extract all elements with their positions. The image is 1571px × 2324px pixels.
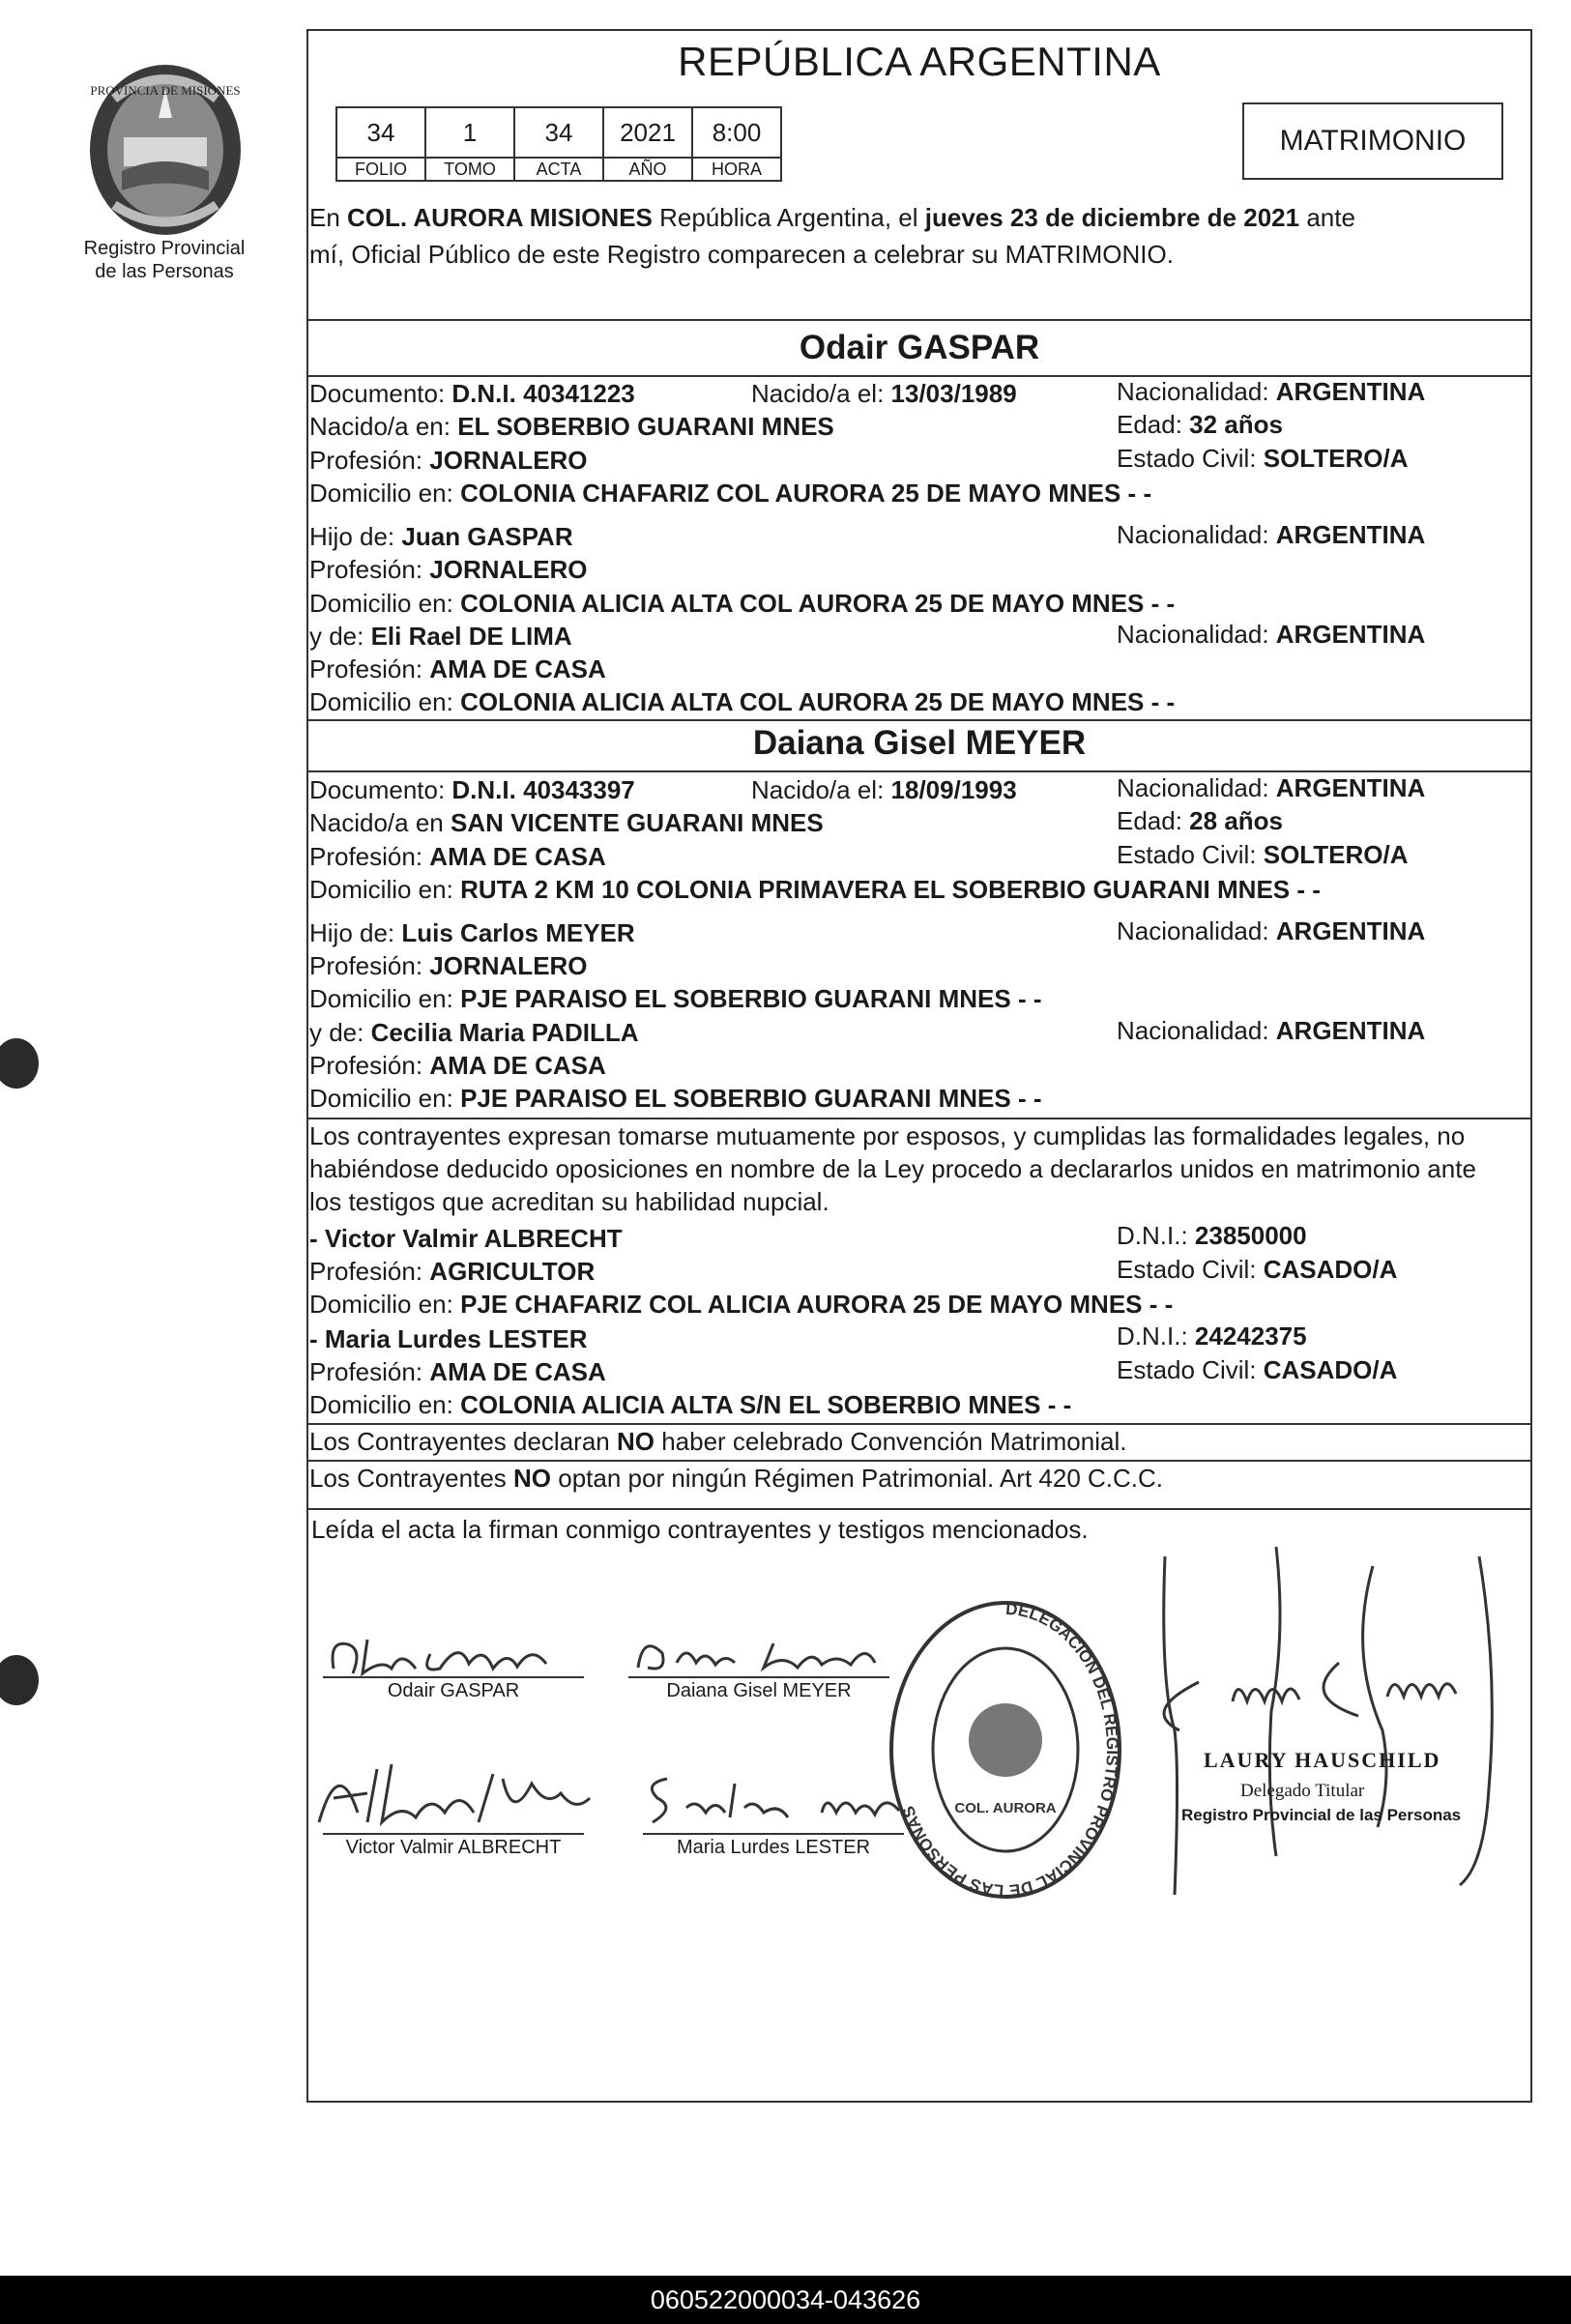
bride-civil-status <box>1117 838 1408 872</box>
bride-nationality-value: ARGENTINA <box>1275 773 1426 802</box>
field-label: Edad: <box>1117 806 1190 835</box>
groom-mother-addr-value: COLONIA ALICIA ALTA COL AURORA 25 DE MAYO MNES - - <box>460 687 1176 716</box>
witness2-civil-status <box>1117 1353 1397 1387</box>
groom-dni: D.N.I. 40341223 <box>451 379 635 408</box>
act-type-box: MATRIMONIO <box>1242 102 1503 180</box>
groom-mother-profession <box>309 653 606 686</box>
witness1-addr-value: PJE CHAFARIZ COL ALICIA AURORA 25 DE MAYO MNES - - <box>460 1290 1174 1319</box>
divider <box>306 719 1532 721</box>
declaration-line3: los testigos que acreditan su habilidad nupcial. <box>309 1187 829 1216</box>
bride-document <box>309 773 635 807</box>
witness1-prof-value: AGRICULTOR <box>429 1257 596 1286</box>
bride-father-value: Luis Carlos MEYER <box>401 918 635 947</box>
field-label: Nacionalidad: <box>1117 620 1276 649</box>
field-label: D.N.I.: <box>1117 1221 1195 1250</box>
groom-nationality <box>1117 375 1425 409</box>
field-label: Documento: <box>309 775 452 804</box>
stamp-center-text: COL. AURORA <box>954 1800 1057 1816</box>
groom-father <box>309 520 573 554</box>
intro-text: República Argentina, el <box>652 203 925 232</box>
groom-birthplace <box>309 410 834 444</box>
field-label: Domicilio en: <box>309 984 461 1013</box>
bride-mother-addr-value: PJE PARAISO EL SOBERBIO GUARANI MNES - - <box>460 1084 1042 1113</box>
witness1-dni-value: 23850000 <box>1194 1221 1307 1250</box>
witness2-dni-value: 24242375 <box>1194 1322 1307 1351</box>
bride-birthdate-value: 18/09/1993 <box>890 775 1017 804</box>
bride-mother-profession <box>309 1049 606 1083</box>
declaration-line1: Los contrayentes expresan tomarse mutuamente por esposos, y cumplidas las formalidades legales, no <box>309 1121 1466 1150</box>
bride-mother-prof-value: AMA DE CASA <box>429 1051 606 1080</box>
field-label: Nacionalidad: <box>1117 1016 1276 1045</box>
bride-age-value: 28 años <box>1189 806 1283 835</box>
barcode-strip: 060522000034-043626 <box>0 2276 1571 2324</box>
closing-statement: Leída el acta la firman conmigo contrayentes y testigos mencionados. <box>311 1515 1089 1544</box>
emblem-seal-text: PROVINCIA DE MISIONES <box>90 83 241 98</box>
intro-place: COL. AURORA MISIONES <box>347 203 653 232</box>
bride-father <box>309 916 635 950</box>
intro-line2: mí, Oficial Público de este Registro comparecen a celebrar su MATRIMONIO. <box>309 240 1174 269</box>
groom-mother-address <box>309 685 1175 719</box>
field-label: Hijo de: <box>309 522 402 551</box>
field-label: Edad: <box>1117 410 1190 439</box>
witness1-profession <box>309 1255 595 1289</box>
bride-dni: D.N.I. 40343397 <box>451 775 635 804</box>
groom-father-address <box>309 587 1175 621</box>
groom-mother-value: Eli Rael DE LIMA <box>370 622 572 651</box>
field-label: Estado Civil: <box>1117 1355 1264 1384</box>
punch-hole <box>0 1655 39 1705</box>
field-label: Domicilio en: <box>309 1084 461 1113</box>
field-label: Domicilio en: <box>309 479 461 508</box>
divider <box>306 1508 1532 1510</box>
groom-civil-status <box>1117 442 1408 476</box>
witness1-signature-name: Victor Valmir ALBRECHT <box>345 1837 562 1858</box>
witness1-civil-status <box>1117 1253 1397 1287</box>
witness1-signature-scrawl <box>309 1755 599 1832</box>
groom-father-addr-value: COLONIA ALICIA ALTA COL AURORA 25 DE MAYO MNES - - <box>460 589 1176 618</box>
field-label: y de: <box>309 1018 371 1047</box>
hour-label: HORA <box>692 158 781 181</box>
field-label: Profesión: <box>309 446 430 475</box>
bride-address <box>309 873 1321 907</box>
witness2-signature-name: Maria Lurdes LESTER <box>676 1837 871 1858</box>
field-label: Estado Civil: <box>1117 840 1264 869</box>
bride-mother <box>309 1016 639 1050</box>
witness1-dni <box>1117 1219 1307 1253</box>
convention-text: optan por ningún Régimen Patrimonial. Art 420 C.C.C. <box>551 1464 1164 1493</box>
groom-mother-prof-value: AMA DE CASA <box>429 654 606 683</box>
groom-mother-nat-value: ARGENTINA <box>1275 620 1426 649</box>
field-label: Nacionalidad: <box>1117 377 1276 406</box>
field-label: Nacido/a en <box>309 808 451 837</box>
registry-label <box>58 237 271 283</box>
field-label: Domicilio en: <box>309 589 461 618</box>
groom-age-value: 32 años <box>1189 410 1283 439</box>
witness2-address <box>309 1388 1071 1422</box>
bride-signature-name: Daiana Gisel MEYER <box>666 1680 852 1701</box>
groom-birthplace-value: EL SOBERBIO GUARANI MNES <box>457 412 834 441</box>
acta-value: 34 <box>514 107 603 158</box>
intro-date: jueves 23 de diciembre de 2021 <box>924 203 1300 232</box>
groom-address <box>309 477 1151 510</box>
field-label: Domicilio en: <box>309 1290 461 1319</box>
intro-text: En <box>309 203 348 232</box>
field-label: Domicilio en: <box>309 1390 461 1419</box>
field-label: Nacionalidad: <box>1117 916 1276 945</box>
field-label: Profesión: <box>309 555 430 584</box>
bride-signature-line <box>628 1676 889 1678</box>
bride-civil-value: SOLTERO/A <box>1263 840 1409 869</box>
witness1-civil-value: CASADO/A <box>1263 1255 1398 1284</box>
bride-signature-scrawl <box>628 1624 889 1682</box>
field-label: Nacido/a el: <box>751 775 891 804</box>
intro-text: ante <box>1299 203 1355 232</box>
folio-table <box>335 106 782 182</box>
field-label: Profesión: <box>309 1051 430 1080</box>
bride-heading: Daiana Gisel MEYER <box>752 724 1087 762</box>
bride-birthplace <box>309 806 824 840</box>
witness1-signature-line <box>323 1833 584 1835</box>
bride-profession <box>309 840 606 874</box>
divider <box>306 319 1532 321</box>
groom-mother-nationality <box>1117 618 1425 652</box>
bride-father-addr-value: PJE PARAISO EL SOBERBIO GUARANI MNES - - <box>460 984 1042 1013</box>
bride-mother-nat-value: ARGENTINA <box>1275 1016 1426 1045</box>
convention-line1 <box>309 1425 1126 1459</box>
province-emblem <box>75 60 255 240</box>
groom-signature-name: Odair GASPAR <box>387 1680 520 1701</box>
field-label: Profesión: <box>309 842 430 871</box>
bride-mother-address <box>309 1082 1042 1116</box>
field-label: Profesión: <box>309 951 430 980</box>
groom-signature-line <box>323 1676 584 1678</box>
officer-name: LAURY HAUSCHILD <box>1204 1748 1441 1772</box>
tomo-label: TOMO <box>425 158 514 181</box>
bride-birthplace-value: SAN VICENTE GUARANI MNES <box>450 808 824 837</box>
field-label: Hijo de: <box>309 918 402 947</box>
field-label: Nacionalidad: <box>1117 773 1276 802</box>
field-label: Nacido/a en: <box>309 412 458 441</box>
field-label: Estado Civil: <box>1117 1255 1264 1284</box>
groom-father-nat-value: ARGENTINA <box>1275 520 1426 549</box>
folio-label: FOLIO <box>336 158 425 181</box>
bride-father-prof-value: JORNALERO <box>429 951 588 980</box>
groom-profession-value: JORNALERO <box>429 446 588 475</box>
groom-profession <box>309 444 588 478</box>
bride-father-nat-value: ARGENTINA <box>1275 916 1426 945</box>
bride-father-nationality <box>1117 915 1425 948</box>
groom-address-value: COLONIA CHAFARIZ COL AURORA 25 DE MAYO MNES - - <box>460 479 1152 508</box>
bride-father-profession <box>309 949 588 983</box>
bride-nationality <box>1117 771 1425 805</box>
acta-label: ACTA <box>514 158 603 181</box>
bride-profession-value: AMA DE CASA <box>429 842 606 871</box>
field-label: Profesión: <box>309 654 430 683</box>
groom-nationality-value: ARGENTINA <box>1275 377 1426 406</box>
convention-text: Los Contrayentes declaran <box>309 1427 617 1456</box>
field-label: D.N.I.: <box>1117 1322 1195 1351</box>
stamp-text: DELEGACION DEL REGISTRO PROVINCIAL DE LAS PERSONAS <box>898 1599 1122 1901</box>
field-label: Nacido/a el: <box>751 379 891 408</box>
bride-age <box>1117 804 1283 838</box>
registry-label-line1: Registro Provincial <box>83 238 246 259</box>
groom-mother <box>309 620 572 654</box>
convention-negation: NO <box>513 1464 552 1493</box>
intro-line1 <box>309 201 1355 235</box>
bride-father-address <box>309 982 1042 1016</box>
groom-father-prof-value: JORNALERO <box>429 555 588 584</box>
bride-birthdate <box>751 773 1017 807</box>
field-label: Domicilio en: <box>309 875 461 904</box>
field-label: Profesión: <box>309 1357 430 1386</box>
bride-mother-nationality <box>1117 1014 1425 1048</box>
declaration-line2: habiéndose deducido oposiciones en nombre de la Ley procedo a declararlos unidos en matrimonio ante <box>309 1154 1476 1183</box>
folio-value: 34 <box>336 107 425 158</box>
convention-line2 <box>309 1462 1163 1496</box>
groom-document <box>309 377 635 411</box>
year-value: 2021 <box>603 107 692 158</box>
field-label: Nacionalidad: <box>1117 520 1276 549</box>
groom-heading: Odair GASPAR <box>799 329 1040 366</box>
groom-father-profession <box>309 553 588 587</box>
witness2-profession <box>309 1355 606 1389</box>
convention-text: Los Contrayentes <box>309 1464 514 1493</box>
field-label: Domicilio en: <box>309 687 461 716</box>
convention-text: haber celebrado Convención Matrimonial. <box>654 1427 1127 1456</box>
field-label: Documento: <box>309 379 452 408</box>
witness2-dni <box>1117 1320 1307 1353</box>
groom-birthdate-value: 13/03/1989 <box>890 379 1017 408</box>
officer-registry: Registro Provincial de las Personas <box>1181 1806 1462 1824</box>
field-label: y de: <box>309 622 371 651</box>
year-label: AÑO <box>603 158 692 181</box>
officer-title: Delegado Titular <box>1240 1781 1365 1801</box>
officer-signature-scrawl <box>1141 1537 1527 1914</box>
field-label: Estado Civil: <box>1117 444 1264 473</box>
convention-negation: NO <box>616 1427 655 1456</box>
punch-hole <box>0 1038 39 1089</box>
witness2-addr-value: COLONIA ALICIA ALTA S/N EL SOBERBIO MNES - - <box>460 1390 1072 1419</box>
page-title: REPÚBLICA ARGENTINA <box>678 39 1161 84</box>
bride-address-value: RUTA 2 KM 10 COLONIA PRIMAVERA EL SOBERBIO GUARANI MNES - - <box>460 875 1321 904</box>
registry-label-line2: de las Personas <box>95 261 234 282</box>
witness2-civil-value: CASADO/A <box>1263 1355 1398 1384</box>
field-label: Profesión: <box>309 1257 430 1286</box>
witness1-address <box>309 1288 1173 1322</box>
hour-value: 8:00 <box>692 107 781 158</box>
groom-birthdate <box>751 377 1017 411</box>
witness2-signature-line <box>643 1833 904 1835</box>
witness2-prof-value: AMA DE CASA <box>429 1357 606 1386</box>
groom-father-nationality <box>1117 518 1425 552</box>
official-stamp <box>885 1595 1126 1904</box>
witness1-name: - Victor Valmir ALBRECHT <box>309 1224 623 1253</box>
bride-mother-value: Cecilia Maria PADILLA <box>370 1018 639 1047</box>
witness2-name: - Maria Lurdes LESTER <box>309 1324 588 1353</box>
groom-age <box>1117 408 1283 442</box>
groom-civil-value: SOLTERO/A <box>1263 444 1409 473</box>
tomo-value: 1 <box>425 107 514 158</box>
groom-father-value: Juan GASPAR <box>401 522 573 551</box>
